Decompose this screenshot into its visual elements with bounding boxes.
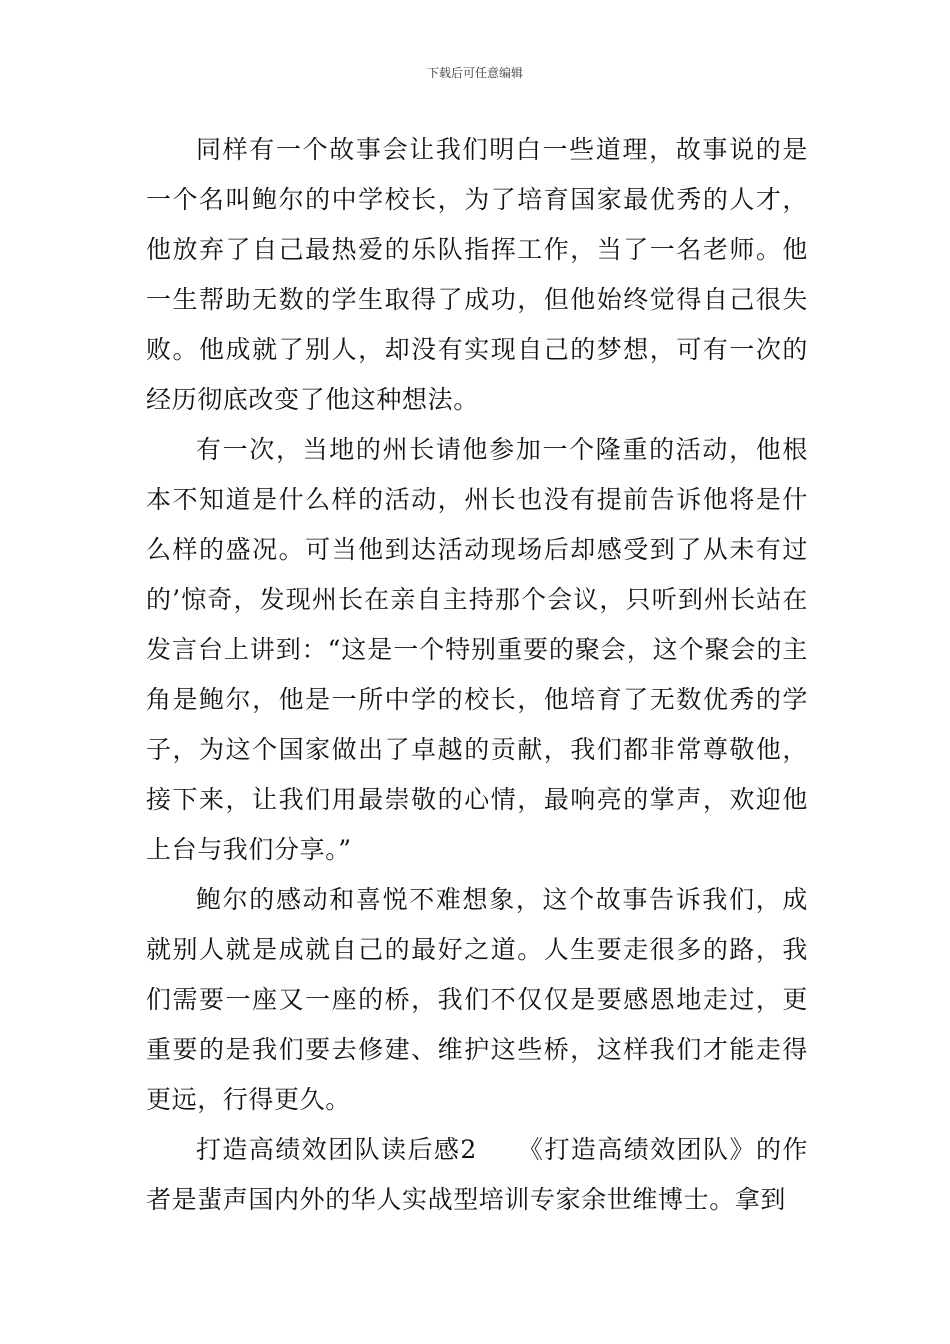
paragraph-4: 打造高绩效团队读后感2 《打造高绩效团队》的作者是蜚声国内外的华人实战型培训专家余世维博士。拿到 (146, 1135, 808, 1214)
paragraph-1: 同样有一个故事会让我们明白一些道理，故事说的是一个名叫鲍尔的中学校长，为了培育国家最优秀的人才，他放弃了自己最热爱的乐队指挥工作，当了一名老师。他一生帮助无数的学生取得了成功，但他始终觉得自己很失败。他成就了别人，却没有实现自己的梦想，可有一次的经历彻底改变了他这种想法。 (146, 135, 808, 414)
paragraph-3: 鲍尔的感动和喜悦不难想象，这个故事告诉我们，成就别人就是成就自己的最好之道。人生要走很多的路，我们需要一座又一座的桥，我们不仅仅是要感恩地走过，更重要的是我们要去修建、维护这些桥，这样我们才能走得更远，行得更久。 (146, 885, 808, 1114)
document-body (146, 125, 808, 1225)
paragraph-2: 有一次，当地的州长请他参加一个隆重的活动，他根本不知道是什么样的活动，州长也没有提前告诉他将是什么样的盛况。可当他到达活动现场后却感受到了从未有过的’惊奇，发现州长在亲自主持那个会议，只听到州长站在发言台上讲到：“这是一个特别重要的聚会，这个聚会的主角是鲍尔，他是一所中学的校长，他培育了无数优秀的学子，为这个国家做出了卓越的贡献，我们都非常尊敬他，接下来，让我们用最崇敬的心情，最响亮的掌声，欢迎他上台与我们分享。” (146, 435, 808, 864)
page-header: 下载后可任意编辑 (426, 66, 523, 80)
